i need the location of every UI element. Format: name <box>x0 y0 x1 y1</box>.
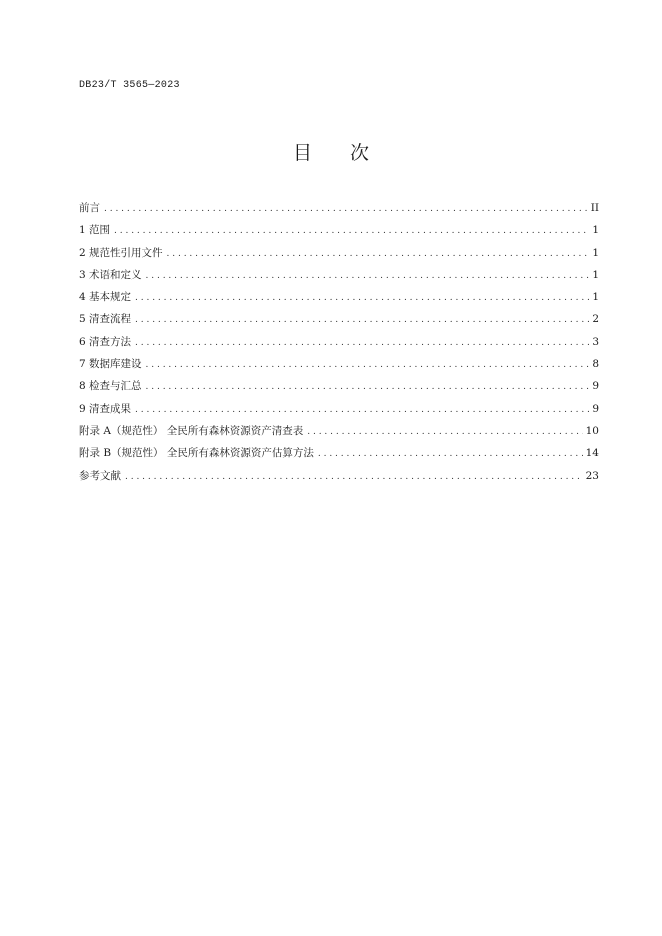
toc-title-char-1: 目 <box>292 142 312 164</box>
toc-entry-label: 2 规范性引用文件 <box>79 246 163 259</box>
document-code: DB23/T 3565—2023 <box>79 80 180 91</box>
toc-entry-label: 1 范围 <box>79 224 111 237</box>
toc-entry-appendix-b[interactable] <box>79 445 599 467</box>
toc-entry-page: 1 <box>592 224 599 237</box>
toc-dot-leader <box>318 446 583 462</box>
toc-dot-leader <box>135 402 589 418</box>
toc-entry-appendix-a[interactable] <box>79 423 599 445</box>
toc-entry-page: 9 <box>592 380 599 393</box>
toc-entry-label: 参考文献 <box>79 469 121 482</box>
toc-entry-page: 14 <box>585 447 599 460</box>
toc-entry-page: 23 <box>585 469 599 482</box>
toc-entry-terms-definitions[interactable] <box>79 267 599 289</box>
toc-entry-label: 前言 <box>79 202 100 214</box>
toc-entry-label: 附录 B（规范性） 全民所有森林资源资产估算方法 <box>79 447 314 460</box>
toc-entry-inventory-process[interactable] <box>79 311 599 333</box>
toc-entry-database-construction[interactable] <box>79 356 599 378</box>
toc-entry-page: II <box>590 202 599 214</box>
toc-title <box>0 138 662 165</box>
toc-dot-leader <box>146 357 590 373</box>
toc-dot-leader <box>167 246 590 262</box>
toc-entry-label: 6 清查方法 <box>79 335 132 348</box>
toc-dot-leader <box>135 335 589 351</box>
toc-dot-leader <box>307 424 582 440</box>
toc-entry-page: 3 <box>592 335 599 348</box>
toc-dot-leader <box>125 469 583 485</box>
toc-entry-page: 8 <box>592 358 599 371</box>
toc-dot-leader <box>135 290 589 306</box>
toc-dot-leader <box>114 223 589 239</box>
toc-dot-leader <box>146 379 590 395</box>
toc-entry-normative-references[interactable] <box>79 245 599 267</box>
toc-entry-label: 5 清查流程 <box>79 313 132 326</box>
toc-entry-label: 7 数据库建设 <box>79 358 142 371</box>
toc-entry-label: 3 术语和定义 <box>79 268 142 281</box>
toc-title-char-2: 次 <box>350 142 370 164</box>
toc-entry-label: 4 基本规定 <box>79 291 132 304</box>
toc-entry-scope[interactable] <box>79 222 599 244</box>
toc-dot-leader <box>104 201 588 217</box>
toc-entry-label: 附录 A（规范性） 全民所有森林资源资产清查表 <box>79 424 304 437</box>
toc-entry-page: 1 <box>592 268 599 281</box>
toc-entry-basic-provisions[interactable] <box>79 289 599 311</box>
toc-entry-foreword[interactable] <box>79 200 599 222</box>
toc-entry-inspection-summary[interactable] <box>79 378 599 400</box>
toc-entry-page: 1 <box>592 291 599 304</box>
toc-entry-page: 2 <box>592 313 599 326</box>
toc-entry-label: 9 清查成果 <box>79 402 132 415</box>
toc-list <box>79 200 599 490</box>
toc-dot-leader <box>135 312 589 328</box>
toc-entry-page: 1 <box>592 246 599 259</box>
toc-entry-inventory-methods[interactable] <box>79 334 599 356</box>
toc-entry-bibliography[interactable] <box>79 468 599 490</box>
toc-entry-page: 10 <box>585 424 599 437</box>
toc-entry-page: 9 <box>592 402 599 415</box>
toc-entry-label: 8 检查与汇总 <box>79 380 142 393</box>
toc-entry-inventory-results[interactable] <box>79 401 599 423</box>
toc-dot-leader <box>146 268 590 284</box>
